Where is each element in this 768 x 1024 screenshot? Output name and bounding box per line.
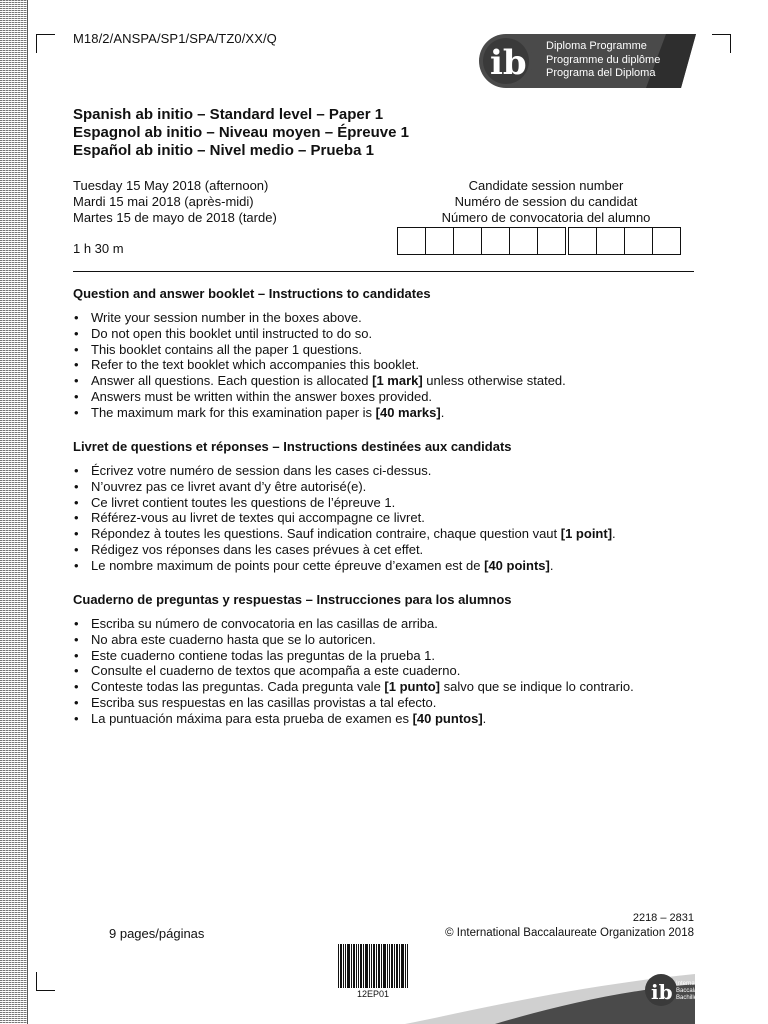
ib-diploma-logo [476,34,696,88]
session-number-boxes [397,227,681,255]
instruction-item: • Référez-vous au livret de textes qui accompagne ce livret. [73,510,713,526]
ib-footer-text [676,981,749,1002]
date-english: Tuesday 15 May 2018 (afternoon) [73,178,269,193]
page-count: 9 pages/páginas [109,926,205,941]
instruction-item: • Answer all questions. Each question is allocated [1 mark] unless otherwise stated. [73,373,713,389]
instruction-item: • Conteste todas las preguntas. Cada pregunta vale [1 punto] salvo que se indique lo contrario. [73,679,713,695]
instruction-item: • No abra este cuaderno hasta que se lo autoricen. [73,632,713,648]
svg-text:ib: ib [651,980,673,1004]
svg-text:ib: ib [490,43,527,83]
instruction-item: • Rédigez vos réponses dans les cases prévues à cet effet. [73,542,713,558]
instruction-item: • The maximum mark for this examination paper is [40 marks]. [73,405,713,421]
instruction-item: • Écrivez votre numéro de session dans les cases ci-dessus. [73,463,713,479]
instruction-item: • Consulte el cuaderno de textos que acompaña a este cuaderno. [73,663,713,679]
instruction-item: • N’ouvrez pas ce livret avant d’y être autorisé(e). [73,479,713,495]
session-digit-box[interactable] [509,227,538,255]
instruction-item: • Do not open this booklet until instructed to do so. [73,326,713,342]
candidate-label-english: Candidate session number [468,178,624,193]
section-heading: Livret de questions et réponses – Instructions destinées aux candidats [73,439,512,454]
session-digit-box[interactable] [537,227,566,255]
session-digit-box[interactable] [425,227,454,255]
paper-code: M18/2/ANSPA/SP1/SPA/TZ0/XX/Q [73,31,277,46]
logo-line: Diploma Programme [546,40,647,52]
instruction-item: • La puntuación máxima para esta prueba de examen es [40 puntos]. [73,711,713,727]
crop-mark-top-right [712,34,731,53]
instruction-item: • Le nombre maximum de points pour cette épreuve d’examen est de [40 points]. [73,558,713,574]
title-english: Spanish ab initio – Standard level – Paper 1 [73,106,384,123]
candidate-session-label [398,178,694,226]
date-spanish: Martes 15 de mayo de 2018 (tarde) [73,210,277,225]
instruction-item: • Répondez à toutes les questions. Sauf indication contraire, chaque question vaut [1 point]. [73,526,713,542]
session-digit-box[interactable] [624,227,653,255]
instruction-item: • Escriba sus respuestas en las casillas provistas a tal efecto. [73,695,713,711]
logo-line: Programa del Diploma [546,67,656,79]
barcode-label: 12EP01 [356,989,390,999]
section-heading: Cuaderno de preguntas y respuestas – Instrucciones para los alumnos [73,592,512,607]
paper-titles [73,106,409,160]
instructions-french [73,439,713,574]
section-heading: Question and answer booklet – Instructions to candidates [73,286,431,301]
session-digit-box[interactable] [652,227,681,255]
instruction-item: • Escriba su número de convocatoria en las casillas de arriba. [73,616,713,632]
logo-text [546,40,660,81]
ib-footer-line: Baccalauréat International [676,988,746,994]
exam-dates [73,178,277,226]
candidate-label-french: Numéro de session du candidat [454,194,638,209]
crop-mark-bottom-left [36,972,55,991]
instruction-item: • Refer to the text booklet which accompanies this booklet. [73,357,713,373]
session-digit-box[interactable] [596,227,625,255]
instructions-spanish [73,592,713,727]
instructions-english [73,286,713,421]
instruction-item: • Este cuaderno contiene todas las preguntas de la prueba 1. [73,648,713,664]
instruction-item: • Ce livret contient toutes les questions de l’épreuve 1. [73,495,713,511]
ib-footer-logo-icon [405,968,695,1024]
title-french: Espagnol ab initio – Niveau moyen – Épreuve 1 [73,124,409,141]
divider [73,271,694,272]
instruction-item: • Write your session number in the boxes above. [73,310,713,326]
session-digit-box[interactable] [397,227,426,255]
date-french: Mardi 15 mai 2018 (après-midi) [73,194,254,209]
title-spanish: Español ab initio – Nivel medio – Prueba 1 [73,142,374,159]
exam-duration: 1 h 30 m [73,241,124,256]
instruction-item: • Answers must be written within the answer boxes provided. [73,389,713,405]
binding-edge [0,0,28,1024]
session-digit-box[interactable] [481,227,510,255]
candidate-label-spanish: Número de convocatoria del alumno [441,210,651,225]
session-digit-box[interactable] [453,227,482,255]
crop-mark-top-left [36,34,55,53]
paper-number: 2218 – 2831 [632,912,694,924]
copyright: © International Baccalaureate Organization 2018 [445,927,694,939]
ib-footer-line: Bachillerato Internacional [676,995,744,1001]
footer-info [420,911,694,941]
logo-line: Programme du diplôme [546,53,661,66]
session-digit-box[interactable] [568,227,597,255]
instruction-item: • This booklet contains all the paper 1 questions. [73,342,713,358]
ib-footer-line: International Baccalaureate [676,981,750,987]
barcode-icon [337,944,409,988]
